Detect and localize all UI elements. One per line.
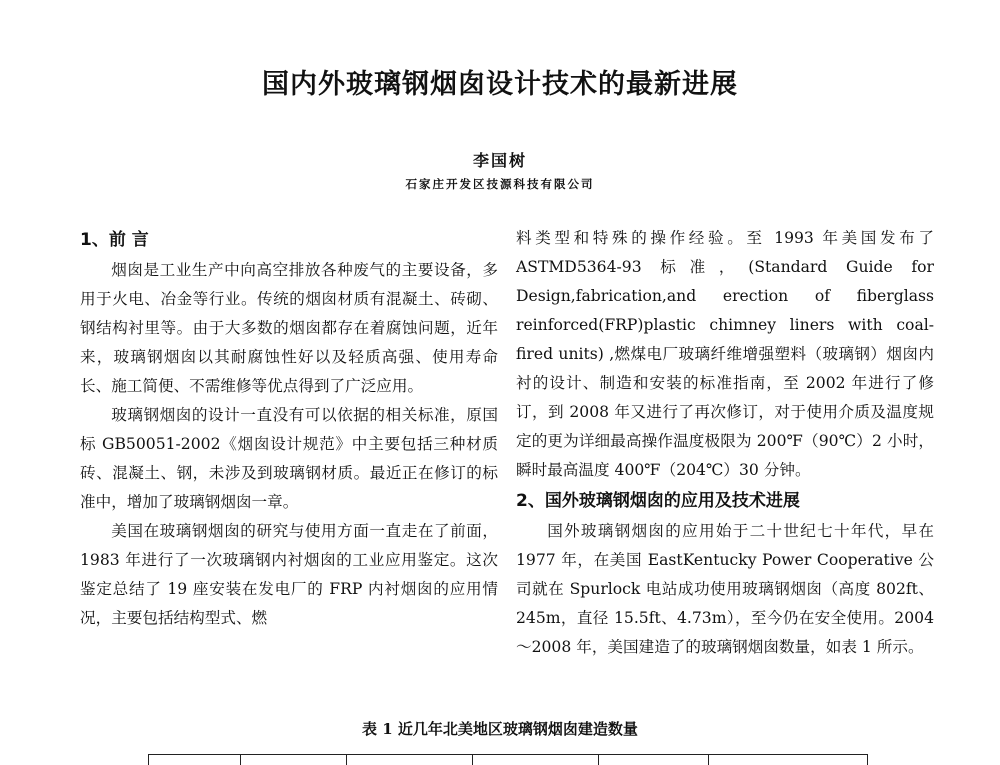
paragraph: 玻璃钢烟囱的设计一直没有可以依据的相关标准，原国标 GB50051-2002《烟囱设计规范》中主要包括三种材质砖、混凝土、钢，未涉及到玻璃钢材质。最近正在修订的标准中，增加了玻璃钢烟囱一章。	[80, 406, 498, 511]
section-heading-intro: 1、前 言	[80, 230, 149, 250]
paragraph: 料类型和特殊的操作经验。至 1993 年美国发布了 ASTMD5364-93 标准，(Standard Guide for Design,fabrication,and erection of fiberglass reinforced(FRP)plastic chimney liners with coal-fired units) ,燃煤电厂玻璃纤维增强塑料（玻璃钢）烟囱内衬的设计、制造和安装的标准指南，至 2002 年进行了修订，到 2008 年又进行了再次修订，对于使用介质及温度规定的更为详细最高操作温度极限为 200℉（90℃）2 小时，瞬时最高温度 400℉（204℃）30 分钟。	[516, 229, 934, 479]
paper-title: 国内外玻璃钢烟囱设计技术的最新进展	[262, 69, 738, 100]
author-affiliation: 石家庄开发区技源科技有限公司	[405, 177, 595, 191]
left-column	[80, 224, 498, 633]
paragraph: 美国在玻璃钢烟囱的研究与使用方面一直走在了前面，1983 年进行了一次玻璃钢内衬烟囱的工业应用鉴定。这次鉴定总结了 19 座安装在发电厂的 FRP 内衬烟囱的应用情况，主要包括结构型式、燃	[80, 522, 498, 627]
right-column	[516, 224, 934, 662]
author-name: 李国树	[472, 151, 527, 170]
section-heading-2: 2、国外玻璃钢烟囱的应用及技术进展	[516, 491, 800, 511]
table-caption: 表 1 近几年北美地区玻璃钢烟囱建造数量	[362, 720, 638, 738]
paragraph: 国外玻璃钢烟囱的应用始于二十世纪七十年代，早在 1977 年，在美国 EastKentucky Power Cooperative 公司就在 Spurlock 电站成功使用玻璃钢烟囱（高度 802ft、245m，直径 15.5ft、4.73m），至今仍在安全使用。2004～2008 年，美国建造了的玻璃钢烟囱数量，如表 1 所示。	[516, 522, 934, 656]
paragraph: 烟囱是工业生产中向高空排放各种废气的主要设备，多用于火电、冶金等行业。传统的烟囱材质有混凝土、砖砌、钢结构衬里等。由于大多数的烟囱都存在着腐蚀问题，近年来，玻璃钢烟囱以其耐腐蚀性好以及轻质高强、使用寿命长、施工简便、不需维修等优点得到了广泛应用。	[80, 261, 498, 395]
